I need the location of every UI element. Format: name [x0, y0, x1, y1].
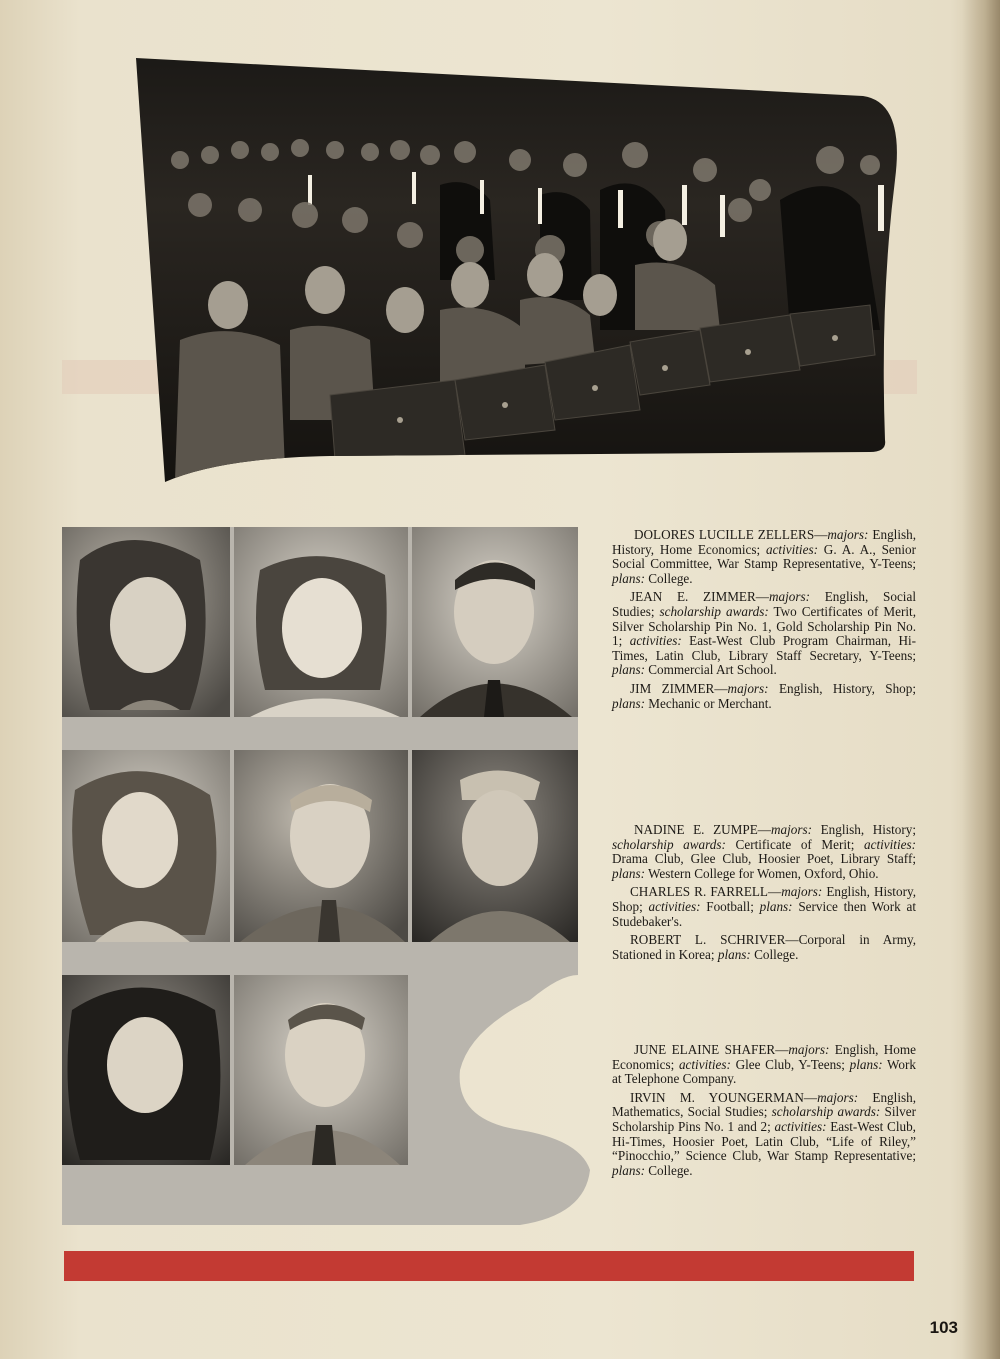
bio-charles-farrell: CHARLES R. FARRELL—majors: English, History, Shop; activities: Football; plans: Service then Work at Studebaker's.	[612, 884, 917, 929]
bio-group-3	[612, 1043, 916, 1182]
bio-name: JUNE ELAINE SHAFER	[634, 1042, 776, 1057]
portrait-nadine-zumpe	[62, 750, 230, 942]
portrait-jean-zimmer	[234, 527, 408, 717]
bio-june-shafer: JUNE ELAINE SHAFER—majors: English, Home Economics; activities: Glee Club, Y-Teens; plans: Work at Telephone Company.	[612, 1042, 917, 1087]
portrait-irvin-youngerman	[234, 975, 408, 1165]
bio-jean-zimmer: JEAN E. ZIMMER—majors: English, Social Studies; scholarship awards: Two Certificates of Merit, Silver Scholarship Pin No. 1, Gold Scholarship Pin No. 1; activities: East-West Club Program Chairman, Hi-Times, Latin Club, Library Staff Secretary, Y-Teens; plans: Commercial Art School.	[612, 589, 917, 678]
page-number: 103	[929, 1318, 958, 1337]
red-accent-bar	[64, 1251, 914, 1281]
bio-group-2	[612, 823, 916, 966]
portrait-dolores-zellers	[62, 527, 230, 717]
bio-name: DOLORES LUCILLE ZELLERS	[634, 527, 815, 542]
candle-ceremony-photo	[0, 0, 1000, 500]
bio-name: JIM ZIMMER	[630, 680, 715, 696]
bio-name: ROBERT L. SCHRIVER	[630, 932, 786, 948]
bio-jim-zimmer: JIM ZIMMER—majors: English, History, Shop; plans: Mechanic or Merchant.	[612, 680, 917, 711]
bio-irvin-youngerman: IRVIN M. YOUNGERMAN—majors: English, Mathematics, Social Studies; scholarship awards: Silver Scholarship Pins No. 1 and 2; activities: East-West Club, Hi-Times, Hoosier Poet, Latin Club, “Life of Riley,” “Pinocchio,” Science Club, War Stamp Representative; plans: College.	[612, 1089, 917, 1178]
portrait-june-shafer	[62, 975, 230, 1165]
bio-nadine-zumpe: NADINE E. ZUMPE—majors: English, History; scholarship awards: Certificate of Merit; activities: Drama Club, Glee Club, Hoosier Poet, Library Staff; plans: Western College for Women, Oxford, Ohio.	[612, 822, 917, 881]
bio-name: IRVIN M. YOUNGERMAN	[630, 1089, 804, 1105]
bio-dolores-zellers: DOLORES LUCILLE ZELLERS—majors: English, History, Home Economics; activities: G. A. A., Senior Social Committee, War Stamp Representative, Y-Teens; plans: College.	[612, 527, 917, 586]
portrait-charles-farrell	[234, 750, 408, 942]
bio-group-1	[612, 528, 916, 715]
portrait-jim-zimmer	[412, 527, 578, 717]
portrait-robert-schriver	[412, 750, 578, 942]
bio-name: NADINE E. ZUMPE	[634, 822, 758, 837]
bio-name: JEAN E. ZIMMER	[630, 589, 756, 605]
senior-portraits-panel	[0, 500, 620, 1230]
bio-name: CHARLES R. FARRELL	[630, 884, 768, 900]
bio-robert-schriver: ROBERT L. SCHRIVER—Corporal in Army, Stationed in Korea; plans: College.	[612, 932, 916, 962]
